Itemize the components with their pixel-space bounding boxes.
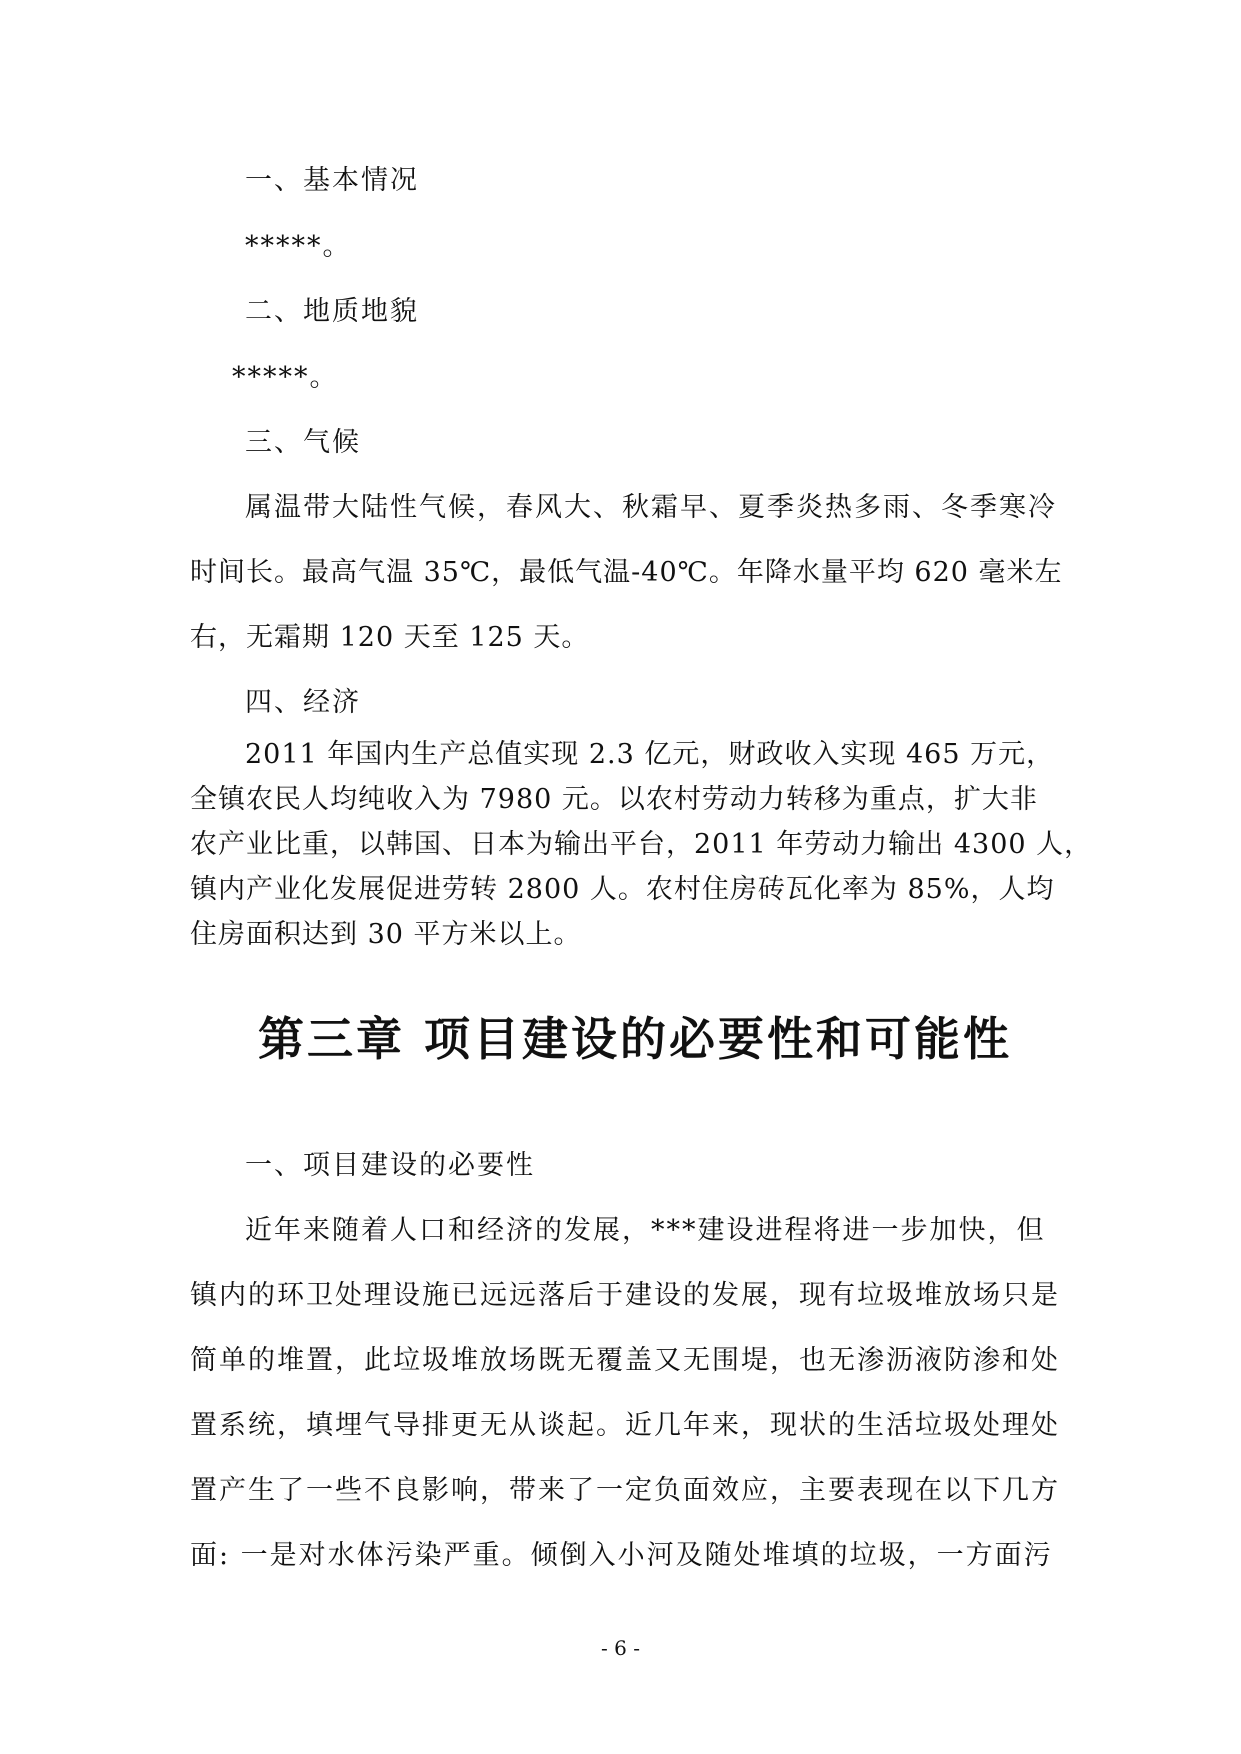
- paragraph-line: 镇内产业化发展促进劳转 2800 人。农村住房砖瓦化率为 85%，人均: [190, 874, 1055, 905]
- section-heading-climate: 三、气候: [245, 427, 361, 458]
- paragraph-line: 置产生了一些不良影响，带来了一定负面效应，主要表现在以下几方: [190, 1475, 1060, 1506]
- section-heading-necessity: 一、项目建设的必要性: [245, 1150, 535, 1181]
- paragraph-line: 属温带大陆性气候，春风大、秋霜早、夏季炎热多雨、冬季寒冷: [245, 492, 1057, 523]
- paragraph-line: 全镇农民人均纯收入为 7980 元。以农村劳动力转移为重点，扩大非: [190, 784, 1038, 815]
- paragraph-line: 住房面积达到 30 平方米以上。: [190, 919, 582, 950]
- section-body-basic: *****。: [245, 231, 352, 262]
- paragraph-line: 镇内的环卫处理设施已远远落后于建设的发展，现有垃圾堆放场只是: [190, 1280, 1060, 1311]
- paragraph-line: 简单的堆置，此垃圾堆放场既无覆盖又无围堤，也无渗沥液防渗和处: [190, 1345, 1060, 1376]
- paragraph-line: 2011 年国内生产总值实现 2.3 亿元，财政收入实现 465 万元，: [245, 739, 1055, 770]
- paragraph-line: 时间长。最高气温 35℃，最低气温-40℃。年降水量平均 620 毫米左: [190, 557, 1063, 588]
- section-heading-geology: 二、地质地貌: [245, 296, 419, 327]
- section-heading-economy: 四、经济: [245, 687, 361, 718]
- section-body-geology: *****。: [232, 362, 339, 393]
- page-number: - 6 -: [601, 1636, 640, 1660]
- chapter-title: 第三章 项目建设的必要性和可能性: [258, 1012, 1013, 1066]
- paragraph-line: 置系统，填埋气导排更无从谈起。近几年来，现状的生活垃圾处理处: [190, 1410, 1060, 1441]
- paragraph-line: 近年来随着人口和经济的发展，***建设进程将进一步加快，但: [245, 1215, 1046, 1246]
- section-heading-basic: 一、基本情况: [245, 165, 419, 196]
- paragraph-line: 右，无霜期 120 天至 125 天。: [190, 622, 590, 653]
- paragraph-line: 面: 一是对水体污染严重。倾倒入小河及随处堆填的垃圾，一方面污: [190, 1540, 1053, 1571]
- paragraph-line: 农产业比重，以韩国、日本为输出平台，2011 年劳动力输出 4300 人，: [190, 829, 1093, 860]
